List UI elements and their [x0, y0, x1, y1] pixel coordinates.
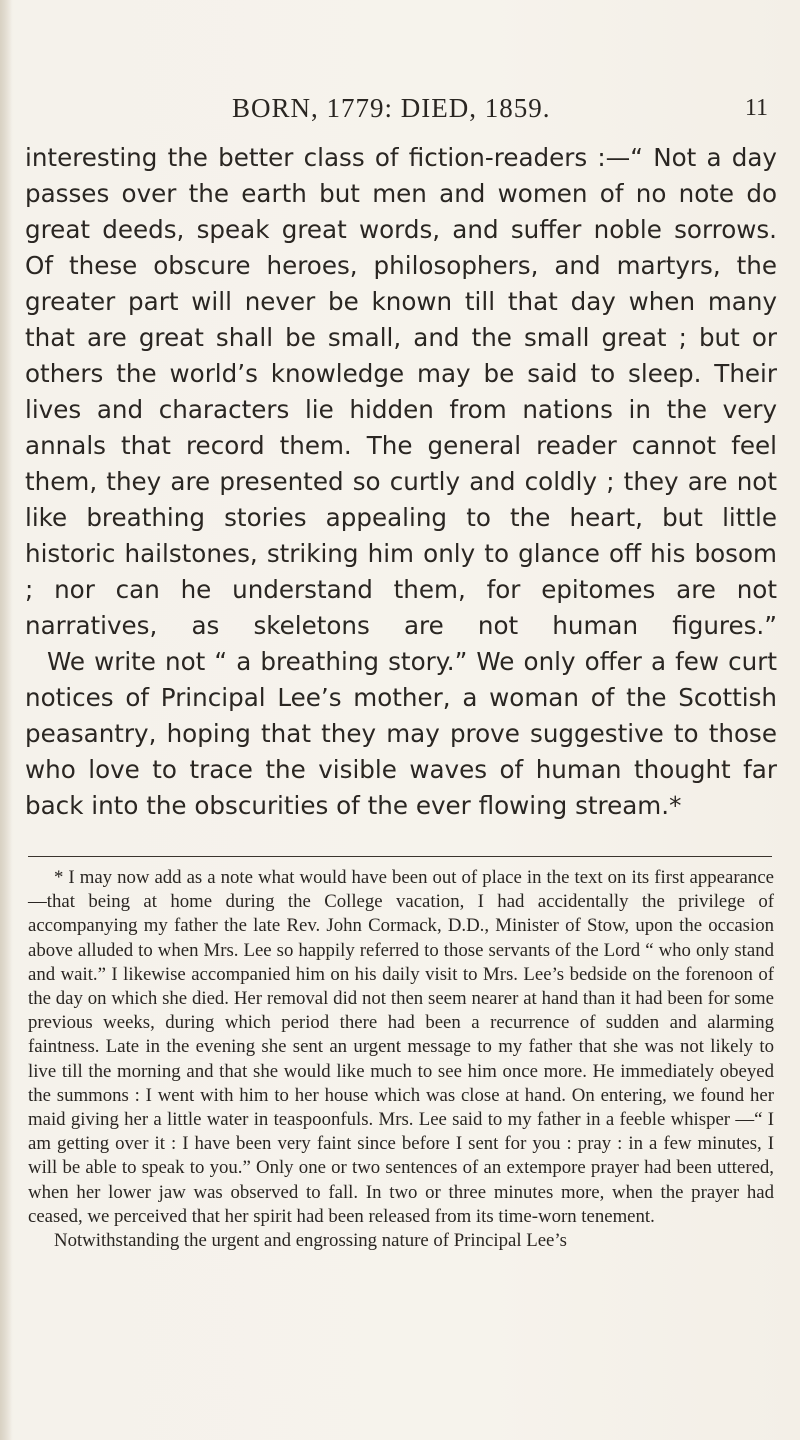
body-paragraph-1: interesting the better class of fiction-readers :—“ Not a day passes over the earth but men and women of no note do great deeds, speak great words, and suffer noble sorrows. Of these obscure heroes, philosophers, and martyrs, the greater part will never be known till that day when many that are great shall be small, and the small great ; but or others the world’s knowledge may be said to sleep. Their lives and characters lie hidden from nations in the very annals that record them. The general reader cannot feel them, they are presented so curtly and coldly ; they are not like breathing stories appealing to the heart, but little historic hailstones, striking him only to glance off his bosom ; nor can he understand them, for epitomes are not narratives, as skeletons are not human figures.”: [25, 143, 777, 640]
running-head: [0, 92, 800, 132]
main-text: [25, 140, 777, 824]
footnote-paragraph-2: Notwithstanding the urgent and engrossing nature of Principal Lee’s: [54, 1230, 567, 1252]
running-head-title: BORN, 1779: DIED, 1859.: [232, 93, 551, 123]
gutter-shadow: [0, 0, 12, 1440]
footnote: [28, 866, 774, 1253]
footnote-paragraph-1: * I may now add as a note what would have been out of place in the text on its first appearance—that being at home during the College vacation, I had accidentally the privilege of accompanying my father the late Rev. John Cormack, D.D., Minister of Stow, upon the occasion above alluded to when Mrs. Lee so happily referred to those servants of the Lord “ who only stand and wait.” I likewise accompanied him on his daily visit to Mrs. Lee’s bedside on the forenoon of the day on which she died. Her removal did not then seem nearer at hand than it had been for some previous weeks, during which period there had been a recurrence of sudden and alarming faintness. Late in the evening she sent an urgent message to my father that she was not likely to live till the morning and that she would like much to see him once more. He immediately obeyed the summons : I went with him to her house which was close at hand. On entering, we found her maid giving her a little water in teaspoonfuls. Mrs. Lee said to my father in a feeble whisper —“ I am getting over it : I have been very faint since before I sent for you : pray : in a few minutes, I will be able to speak to you.” Only one or two sentences of an extempore prayer had been uttered, when her lower jaw was observed to fall. In two or three minutes more, when the prayer had ceased, we perceived that her spirit had been released from its time-worn tenement.: [28, 867, 774, 1227]
body-paragraph-2: We write not “ a breathing story.” We only offer a few curt notices of Principal Lee’s mother, a woman of the Scottish peasantry, hoping that they may prove suggestive to those who love to trace the visible waves of human thought far back into the obscurities of the ever flowing stream.*: [25, 647, 777, 820]
page-number: 11: [744, 95, 768, 121]
footnote-rule: [28, 856, 772, 857]
